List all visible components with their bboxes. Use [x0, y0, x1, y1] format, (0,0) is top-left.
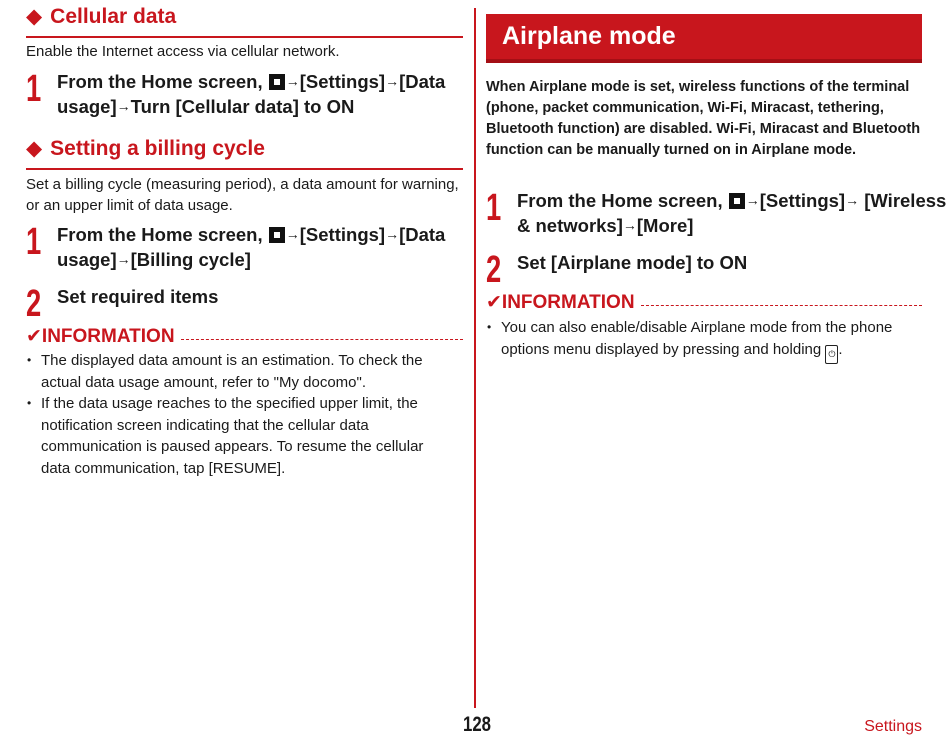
step-number: 1 — [486, 187, 502, 229]
information-list — [486, 317, 918, 364]
arrow-icon: → — [285, 226, 300, 242]
step-text-part: [Settings] — [299, 224, 386, 245]
section-title: Setting a billing cycle — [50, 137, 265, 160]
arrow-icon: → — [385, 226, 400, 242]
cellular-step-1 — [26, 69, 494, 119]
section-heading-cellular-data — [26, 4, 463, 38]
information-item: • If the data usage reaches to the specified upper limit, the notification screen indicating that the cellular data communication is paused appears. To resume the cellular data communication, tap [RESUME]. — [26, 393, 446, 479]
step-text — [57, 69, 494, 119]
airplane-step-1 — [486, 188, 950, 238]
diamond-icon: ◆ — [26, 137, 43, 160]
step-number: 2 — [26, 283, 42, 325]
information-list — [26, 350, 446, 479]
step-text-part: [Settings] — [759, 190, 846, 211]
section-heading-billing-cycle — [26, 136, 463, 170]
information-item — [486, 317, 918, 364]
step-text: Set [Airplane mode] to ON — [517, 252, 748, 273]
diamond-icon: ◆ — [26, 5, 43, 28]
arrow-icon: → — [745, 192, 760, 208]
page-number: 128 — [463, 713, 492, 736]
dashed-rule — [181, 339, 463, 340]
step-number: 1 — [26, 221, 42, 263]
step-text-part: [More] — [636, 215, 694, 236]
airplane-mode-banner: Airplane mode — [486, 14, 922, 63]
home-menu-key-icon — [729, 193, 745, 209]
information-label: ✔INFORMATION — [26, 326, 175, 347]
power-key-icon: ⏻ — [825, 345, 838, 364]
step-text-part: From the Home screen, — [57, 224, 263, 245]
step-text-part: [Data usage] — [57, 224, 446, 270]
step-number: 1 — [26, 68, 42, 110]
step-text-part: [Settings] — [299, 71, 386, 92]
airplane-step-2 — [486, 249, 950, 291]
cellular-data-description: Enable the Internet access via cellular network. — [26, 43, 340, 60]
dashed-rule — [641, 305, 922, 306]
step-text-part: From the Home screen, — [517, 190, 723, 211]
billing-cycle-description: Set a billing cycle (measuring period), a data amount for warning, or an upper limit of data usage. — [26, 176, 459, 214]
section-title: Cellular data — [50, 5, 177, 28]
step-text-part: [Billing cycle] — [130, 249, 251, 270]
step-text-part: Turn [Cellular data] to ON — [130, 96, 355, 117]
information-item: • The displayed data amount is an estimation. To check the actual data usage amount, refer to "My docomo". — [26, 350, 446, 393]
arrow-icon: → — [116, 98, 131, 114]
airplane-mode-intro: When Airplane mode is set, wireless functions of the terminal (phone, packet communication, Wi-Fi, Miracast, tethering, Bluetooth function) are disabled. Wi-Fi, Miracast and Bluetooth function can be manually turned on in Airplane mode. — [486, 79, 921, 158]
information-heading — [486, 292, 922, 314]
step-number: 2 — [486, 249, 502, 291]
home-menu-key-icon — [269, 74, 285, 90]
home-menu-key-icon — [269, 227, 285, 243]
information-item-text: You can also enable/disable Airplane mode from the phone options menu displayed by pressing and holding — [501, 319, 893, 358]
arrow-icon: → — [285, 73, 300, 89]
arrow-icon: → — [116, 251, 131, 267]
billing-step-1 — [26, 222, 494, 272]
step-text-part: From the Home screen, — [57, 71, 263, 92]
step-text — [517, 188, 950, 238]
step-text-part: [Wireless & networks] — [517, 190, 947, 236]
arrow-icon: → — [845, 192, 860, 208]
information-heading — [26, 326, 463, 348]
step-text: Set required items — [57, 286, 219, 307]
step-text — [57, 222, 494, 272]
billing-step-2 — [26, 283, 494, 325]
information-item-end: . — [838, 340, 843, 358]
arrow-icon: → — [622, 217, 637, 233]
step-text-part: [Data usage] — [57, 71, 446, 117]
information-label: ✔INFORMATION — [486, 292, 635, 313]
footer-section-label: Settings — [864, 718, 922, 735]
arrow-icon: → — [385, 73, 400, 89]
